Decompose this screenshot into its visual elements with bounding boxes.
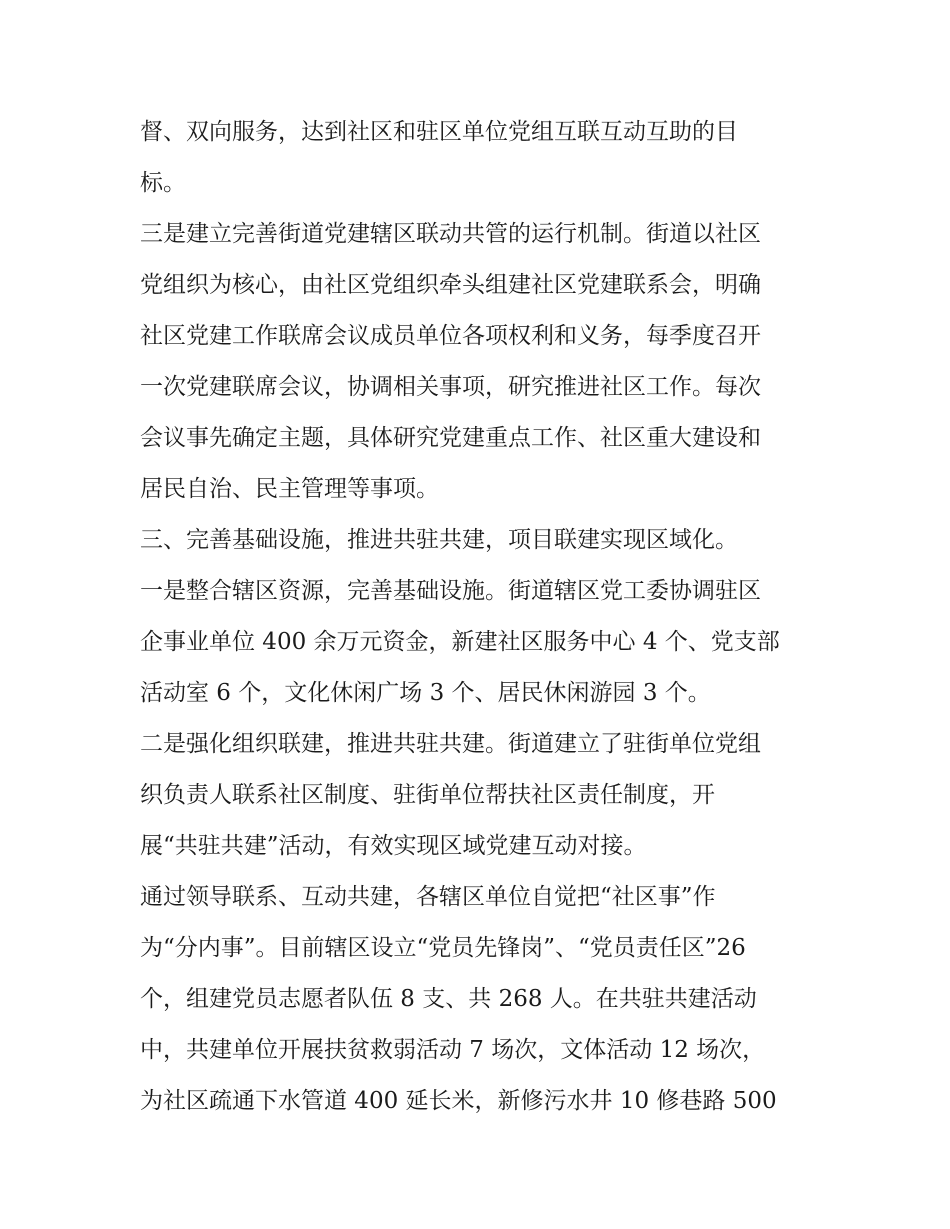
text-line: 督、双向服务，达到社区和驻区单位党组互联互动互助的目	[140, 119, 738, 145]
text-line: 二是强化组织联建，推进共驻共建。街道建立了驻街单位党组	[140, 731, 761, 757]
text-line: 企事业单位 400 余万元资金，新建社区服务中心 4 个、党支部	[140, 629, 780, 655]
text-line: 社区党建工作联席会议成员单位各项权利和义务，每季度召开	[140, 323, 761, 349]
text-line: 会议事先确定主题，具体研究党建重点工作、社区重大建设和	[140, 425, 761, 451]
text-line: 为社区疏通下水管道 400 延长米，新修污水井 10 修巷路 500	[140, 1088, 777, 1114]
text-line: 一是整合辖区资源，完善基础设施。街道辖区党工委协调驻区	[140, 578, 761, 604]
text-line: 居民自治、民主管理等事项。	[140, 476, 439, 502]
text-line: 一次党建联席会议，协调相关事项，研究推进社区工作。每次	[140, 374, 761, 400]
text-line: 展“共驻共建”活动，有效实现区域党建互动对接。	[140, 833, 647, 859]
text-line: 通过领导联系、互动共建，各辖区单位自觉把“社区事”作	[140, 884, 716, 910]
text-line: 织负责人联系社区制度、驻街单位帮扶社区责任制度，开	[140, 782, 715, 808]
section-heading: 三、完善基础设施，推进共驻共建，项目联建实现区域化。	[140, 527, 738, 553]
text-line: 中，共建单位开展扶贫救弱活动 7 场次，文体活动 12 场次，	[140, 1037, 766, 1063]
text-line: 三是建立完善街道党建辖区联动共管的运行机制。街道以社区	[140, 221, 761, 247]
text-line: 活动室 6 个，文化休闲广场 3 个、居民休闲游园 3 个。	[140, 680, 711, 706]
text-line: 为“分内事”。目前辖区设立“党员先锋岗”、“党员责任区”26	[140, 935, 746, 961]
body-text	[140, 107, 820, 1127]
text-line: 党组织为核心，由社区党组织牵头组建社区党建联系会，明确	[140, 272, 761, 298]
text-line: 标。	[140, 170, 186, 196]
text-line: 个，组建党员志愿者队伍 8 支、共 268 人。在共驻共建活动	[140, 986, 757, 1012]
